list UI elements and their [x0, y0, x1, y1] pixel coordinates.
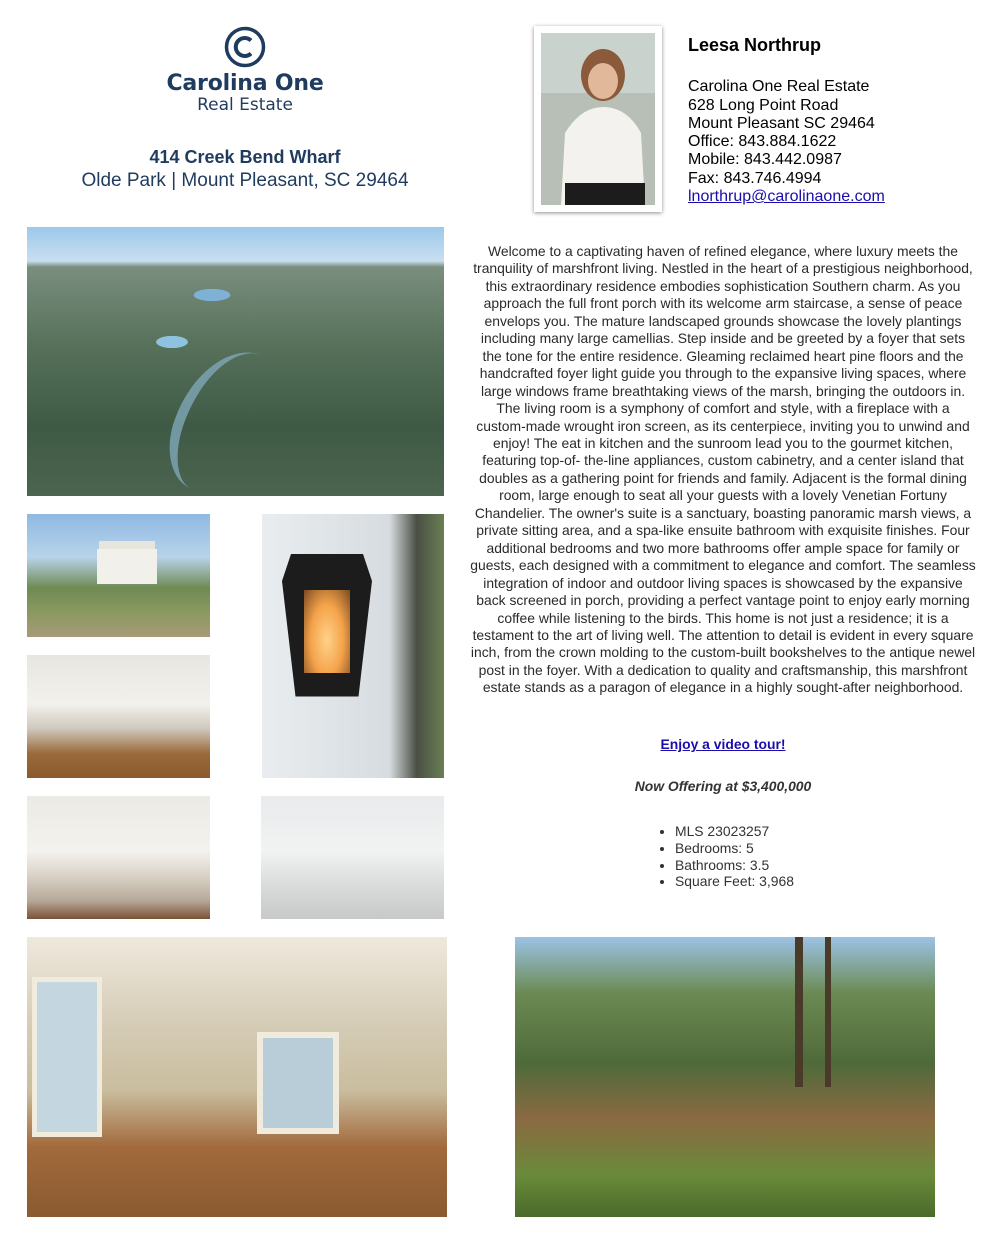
agent-photo — [534, 26, 662, 212]
agent-mobile-phone: Mobile: 843.442.0987 — [688, 151, 842, 169]
property-street: 414 Creek Bend Wharf — [149, 147, 341, 167]
agent-office-phone: Office: 843.884.1622 — [688, 133, 837, 151]
bedroom-window-left — [32, 977, 102, 1137]
property-facts-list — [637, 823, 794, 890]
house-exterior-photo — [27, 514, 210, 637]
backyard-marsh-photo — [515, 937, 935, 1217]
property-description: Welcome to a captivating haven of refined elegance, where luxury meets the tranquility of marshfront living. Nestled in the heart of a prestigious neighborhood, this extraordinary residence embodies sophistication Southern charm. As you approach the full front porch with its welcome arm staircase, a sense of peace envelops you. The mature landscaped grounds showcase the lovely plantings including many large camellias. Step inside and be greeted by a foyer that sets the tone for the entire residence. Gleaming reclaimed heart pine floors and the handcrafted foyer light guide you through to the expansive living spaces, where large windows frame breathtaking views of the marsh, bringing the outdoors in. The living room is a symphony of comfort and style, with a fireplace with a custom-made wrought iron screen, as its centerpiece, inviting you to unwind and enjoy! The eat in kitchen and the sunroom lead you to the gourmet kitchen, featuring top-of- the-line appliances, custom cabinetry, and a center island that doubles as a gathering point for friends and family. Adjacent is the formal dining room, large enough to seat all your guests with a lovely Venetian Fortuny Chandelier. The owner's suite is a sanctuary, boasting panoramic marsh views, a private sitting area, and a spa-like ensuite bathroom with exquisite finishes. Four additional bedrooms and two more bathrooms offer ample space for family or guests, each designed with a commitment to elegance and comfort. The seamless integration of indoor and outdoor living spaces is showcased by the expansive back screened in porch, providing a perfect vantage point to enjoy early morning coffee while listening to the birds. This home is not just a residence; it is a testament to the art of living well. The attention to detail is evident in every square inch, from the crown molding to the custom-built bookshelves to the antique newel post in the foyer. With a dedication to quality and craftsmanship, this marshfront estate stands as a paragon of elegance in a highly sought-after neighborhood. — [470, 243, 976, 696]
house-facade-shape — [97, 549, 157, 584]
agent-fax: Fax: 843.746.4994 — [688, 169, 822, 187]
agent-name: Leesa Northrup — [688, 35, 822, 55]
aerial-creek-shape — [154, 334, 299, 496]
lantern-shape — [282, 554, 372, 704]
fact-mls: • MLS 23023257 — [675, 823, 794, 840]
logo-company-name: Carolina One — [166, 71, 324, 96]
company-logo — [160, 26, 330, 114]
fact-bedrooms: • Bedrooms: 5 — [675, 840, 794, 857]
copyright-c-logo-icon — [224, 26, 266, 68]
porch-lantern-photo — [262, 514, 444, 778]
property-address — [40, 146, 450, 193]
video-tour — [470, 736, 976, 752]
tree-trunk — [825, 937, 831, 1087]
agent-street: 628 Long Point Road — [688, 96, 839, 114]
aerial-neighborhood-photo — [27, 227, 444, 496]
fact-bathrooms: • Bathrooms: 3.5 — [675, 857, 794, 874]
offer-price: Now Offering at $3,400,000 — [634, 778, 812, 794]
empty-room-photo — [261, 796, 444, 919]
agent-city: Mount Pleasant SC 29464 — [688, 114, 875, 132]
living-room-photo — [27, 796, 210, 919]
bedroom-window-center — [257, 1032, 339, 1134]
kitchen-photo — [27, 655, 210, 778]
agent-email-link[interactable]: lnorthrup@carolinaone.com — [688, 188, 885, 206]
fact-square-feet: • Square Feet: 3,968 — [675, 873, 794, 890]
property-city: Olde Park | Mount Pleasant, SC 29464 — [81, 170, 409, 191]
agent-portrait-image — [541, 33, 655, 205]
agent-company: Carolina One Real Estate — [688, 78, 870, 96]
video-tour-link[interactable]: Enjoy a video tour! — [660, 736, 786, 752]
agent-contact-card — [688, 36, 988, 206]
logo-company-sub: Real Estate — [197, 95, 293, 115]
bedroom-photo — [27, 937, 447, 1217]
tree-trunk — [795, 937, 803, 1087]
